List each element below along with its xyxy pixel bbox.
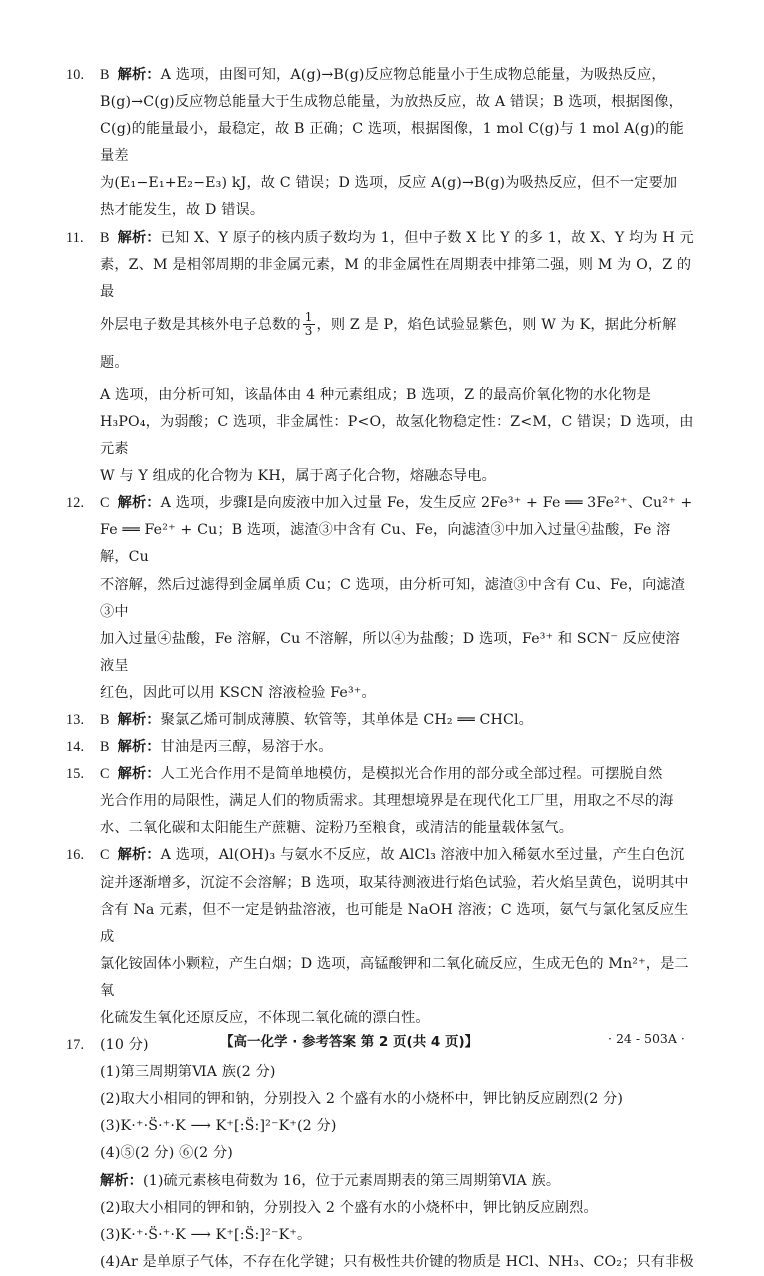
sub-answer-2: (2)取大小相同的钾和钠，分别投入 2 个盛有水的小烧杯中，钾比钠反应剧烈(2 分)	[100, 1091, 624, 1108]
answer-letter: B	[100, 229, 110, 246]
question-number: 17.	[66, 1037, 85, 1054]
explanation-tag: 解析：	[117, 495, 161, 512]
sub-answer-4: (4)⑤(2 分) ⑥(2 分)	[100, 1145, 233, 1162]
explanation-line: 加入过量④盐酸，Fe 溶解，Cu 不溶解，所以④为盐酸；D 选项，Fe³⁺ 和 SCN⁻ 反应使溶液呈	[100, 630, 680, 674]
explanation-line: A 选项，由图可知，A(g)→B(g)反应物总能量小于生成物总能量，为吸热反应，	[160, 67, 666, 83]
fraction-numerator: 1	[304, 310, 313, 325]
answer-letter: B	[100, 67, 110, 83]
explanation-line: (3)K·⁺·S̈·⁺·K ⟶ K⁺[:S̈:]²⁻K⁺。	[100, 1226, 312, 1243]
answer-item-12	[66, 490, 694, 707]
explanation-line: B(g)→C(g)反应物总能量大于生成物总能量，为放热反应，故 A 错误；B 选项，根据图像，	[100, 94, 683, 111]
answer-item-13	[66, 707, 694, 734]
explanation-line: (2)取大小相同的钾和钠，分别投入 2 个盛有水的小烧杯中，钾比钠反应剧烈。	[100, 1199, 598, 1216]
explanation-line: 水、二氧化碳和太阳能生产蔗糖、淀粉乃至粮食，或清洁的能量载体氢气。	[100, 820, 574, 837]
explanation-line: W 与 Y 组成的化合物为 KH，属于离子化合物，熔融态导电。	[100, 468, 496, 485]
explanation-line: C(g)的能量最小，最稳定，故 B 正确；C 选项，根据图像，1 mol C(g)与 1 mol A(g)的能量差	[100, 121, 684, 165]
answer-item-17	[66, 1032, 694, 1276]
explanation-line: A 选项，由分析可知，该晶体由 4 种元素组成；B 选项，Z 的最高价氧化物的水化物是	[100, 386, 651, 403]
explanation-line: 化硫发生氧化还原反应，不体现二氧化硫的漂白性。	[100, 1010, 430, 1026]
explanation-line: 为(E₁−E₁+E₂−E₃) kJ，故 C 错误；D 选项，反应 A(g)→B(g)为吸热反应，但不一定要加	[100, 175, 678, 192]
explanation-text: 外层电子数是其核外电子总数的	[100, 316, 301, 333]
explanation-line: 氯化铵固体小颗粒，产生白烟；D 选项，高锰酸钾和二氧化硫反应，生成无色的 Mn²⁺，是二氧	[100, 955, 689, 999]
question-number: 14.	[66, 739, 85, 756]
explanation-tag: 解析：	[100, 1172, 144, 1189]
answer-item-15	[66, 761, 694, 842]
explanation-line: 淀并逐渐增多，沉淀不会溶解；B 选项，取某待测液进行焰色试验，若火焰呈黄色，说明其中	[100, 874, 689, 891]
fraction-one-third	[303, 311, 315, 338]
sub-answer-1: (1)第三周期第ⅥA 族(2 分)	[100, 1064, 276, 1081]
question-number: 10.	[66, 67, 85, 83]
explanation-tag: 解析：	[117, 847, 161, 864]
explanation-line: 已知 X、Y 原子的核内质子数均为 1，但中子数 X 比 Y 的多 1，故 X、Y 均为 H 元	[160, 229, 694, 246]
answer-letter: C	[100, 847, 110, 864]
answer-content	[66, 62, 694, 1276]
answer-letter: C	[100, 495, 110, 512]
footer-code: · 24 - 503A ·	[608, 1031, 685, 1046]
explanation-line: 甘油是丙三醇，易溶于水。	[160, 739, 333, 756]
answer-item-11	[66, 225, 694, 491]
answer-item-16	[66, 842, 694, 1032]
explanation-line: Fe ══ Fe²⁺ + Cu；B 选项，滤渣③中含有 Cu、Fe，向滤渣③中加入过量④盐酸，Fe 溶解，Cu	[100, 522, 671, 566]
explanation-tag: 解析：	[117, 229, 161, 246]
explanation-line: 素，Z、M 是相邻周期的非金属元素，M 的非金属性在周期表中排第二强，则 M 为 O，Z 的最	[100, 256, 692, 300]
explanation-line: (1)硫元素核电荷数为 16，位于元素周期表的第三周期第ⅥA 族。	[143, 1172, 561, 1189]
footer-title: 【高一化学 · 参考答案 第 2 页(共 4 页)】	[220, 1034, 479, 1050]
explanation-line: 红色，因此可以用 KSCN 溶液检验 Fe³⁺。	[100, 684, 376, 701]
explanation-line: 光合作用的局限性，满足人们的物质需求。其理想境界是在现代化工厂里，用取之不尽的海	[100, 793, 674, 810]
explanation-tag: 解析：	[117, 711, 161, 728]
answer-item-10	[66, 62, 694, 225]
explanation-tag: 解析：	[117, 739, 161, 756]
explanation-line: 热才能发生，故 D 错误。	[100, 202, 265, 219]
question-number: 11.	[66, 229, 84, 246]
sub-answer-3-electron-formula: (3)K·⁺·S̈·⁺·K ⟶ K⁺[:S̈:]²⁻K⁺(2 分)	[100, 1118, 337, 1135]
question-number: 12.	[66, 495, 85, 512]
explanation-line: (4)Ar 是单原子气体，不存在化学键；只有极性共价键的物质是 HCl、NH₃、CO₂；只有非极	[100, 1253, 694, 1270]
question-number: 15.	[66, 766, 85, 783]
question-number: 16.	[66, 847, 85, 864]
explanation-line: 人工光合作用不是简单地模仿，是模拟光合作用的部分或全部过程。可摆脱自然	[160, 766, 663, 783]
explanation-line: 不溶解，然后过滤得到金属单质 Cu；C 选项，由分析可知，滤渣③中含有 Cu、Fe，向滤渣③中	[100, 576, 686, 620]
explanation-text: ，则 Z 是 P，焰色试验显紫色，则 W 为 K，据此分析解题。	[100, 316, 677, 371]
explanation-line: H₃PO₄，为弱酸；C 选项，非金属性：P<O，故氢化物稳定性：Z<M，C 错误；D 选项，由元素	[100, 413, 694, 458]
explanation-line: 含有 Na 元素，但不一定是钠盐溶液，也可能是 NaOH 溶液；C 选项，氨气与氯化氢反应生成	[100, 901, 689, 945]
explanation-line: 聚氯乙烯可制成薄膜、软管等，其单体是 CH₂ ══ CHCl。	[160, 711, 534, 728]
question-number: 13.	[66, 711, 85, 728]
explanation-tag: 解析：	[117, 766, 161, 783]
explanation-line: A 选项，步骤Ⅰ是向废液中加入过量 Fe，发生反应 2Fe³⁺ + Fe ══ 3Fe²⁺、Cu²⁺ +	[160, 495, 693, 512]
explanation-line: A 选项，Al(OH)₃ 与氨水不反应，故 AlCl₃ 溶液中加入稀氨水至过量，产生白色沉	[160, 847, 685, 864]
answer-letter: B	[100, 739, 110, 756]
answer-letter: C	[100, 766, 110, 783]
page-footer	[0, 1030, 764, 1054]
explanation-tag: 解析：	[117, 67, 161, 83]
question-score: (10 分)	[100, 1037, 149, 1054]
answer-item-14	[66, 734, 694, 761]
answer-letter: B	[100, 711, 110, 728]
fraction-denominator: 3	[304, 324, 313, 339]
explanation-line-with-fraction	[100, 306, 694, 382]
